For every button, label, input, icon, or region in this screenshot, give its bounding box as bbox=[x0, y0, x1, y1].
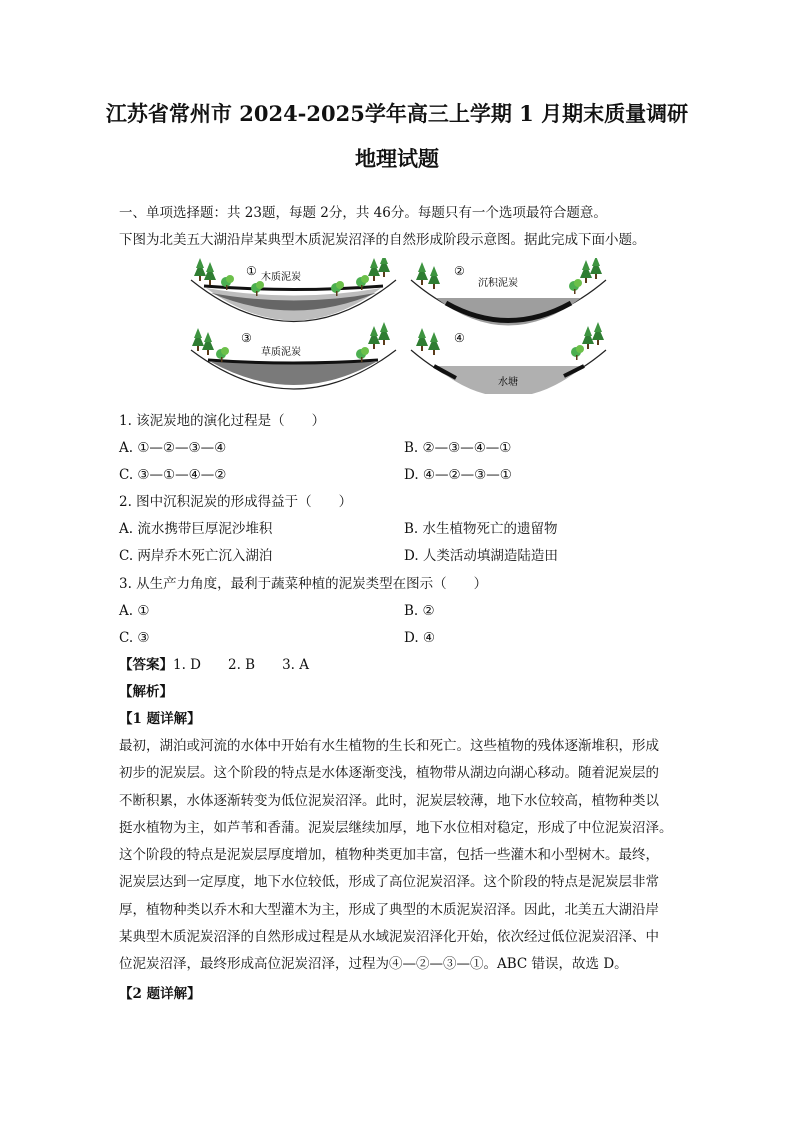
question-2-option-a: A. 流水携带巨厚泥沙堆积 bbox=[119, 521, 273, 537]
detail-2-label: 【2 题详解】 bbox=[119, 986, 201, 1002]
peat-formation-figure bbox=[186, 258, 616, 394]
question-1-stem: 1. 该泥炭地的演化过程是（ ） bbox=[119, 413, 326, 429]
panel-1-label: 木质泥炭 bbox=[261, 272, 301, 283]
question-3-option-a: A. ① bbox=[119, 603, 150, 619]
question-1-option-c: C. ③—①—④—② bbox=[119, 467, 227, 483]
detail-1-line: 不断积累，水体逐渐转变为低位泥炭沼泽。此时，泥炭层较薄，地下水位较高，植物种类以 bbox=[119, 792, 659, 809]
question-3-option-b: B. ② bbox=[404, 603, 435, 619]
panel-2 bbox=[411, 258, 606, 326]
question-3-stem: 3. 从生产力角度，最利于蔬菜种植的泥炭类型在图示（ ） bbox=[119, 576, 488, 592]
analysis-label: 【解析】 bbox=[119, 684, 173, 700]
panel-3-label: 草质泥炭 bbox=[261, 347, 301, 358]
panel-1-number: ① bbox=[246, 264, 257, 278]
detail-1-label: 【1 题详解】 bbox=[119, 711, 201, 727]
question-3-option-c: C. ③ bbox=[119, 630, 150, 646]
detail-1-line: 厚，植物种类以乔木和大型灌木为主，形成了典型的木质泥炭沼泽。因此，北美五大湖沿岸 bbox=[119, 901, 659, 918]
answer-values: 1. D 2. B 3. A bbox=[173, 657, 310, 673]
document-title-line2: 地理试题 bbox=[355, 146, 439, 171]
question-1-option-a: A. ①—②—③—④ bbox=[119, 440, 227, 456]
panel-1 bbox=[191, 258, 396, 322]
answer-line bbox=[119, 656, 309, 674]
question-3-option-d: D. ④ bbox=[404, 630, 436, 646]
panel-4-number: ④ bbox=[454, 331, 465, 345]
document-title-line1: 江苏省常州市 2024-2025学年高三上学期 1 月期末质量调研 bbox=[105, 101, 689, 126]
panel-4-label: 水塘 bbox=[498, 377, 518, 388]
detail-1-line: 最初，湖泊或河流的水体中开始有水生植物的生长和死亡。这些植物的残体逐渐堆积，形成 bbox=[119, 738, 659, 754]
question-2-option-d: D. 人类活动填湖造陆造田 bbox=[404, 548, 558, 564]
question-1-option-d: D. ④—②—③—① bbox=[404, 467, 512, 483]
detail-1-line: 初步的泥炭层。这个阶段的特点是水体逐渐变浅，植物带从湖边向湖心移动。随着泥炭层的 bbox=[119, 765, 659, 782]
question-intro: 下图为北美五大湖沿岸某典型木质泥炭沼泽的自然形成阶段示意图。据此完成下面小题。 bbox=[119, 232, 646, 248]
panel-3 bbox=[191, 322, 396, 389]
detail-1-paragraph bbox=[119, 733, 679, 979]
detail-1-line: 位泥炭沼泽，最终形成高位泥炭沼泽，过程为④—②—③—①。ABC 错误，故选 D。 bbox=[119, 956, 628, 973]
detail-1-line: 这个阶段的特点是泥炭层厚度增加，植物种类更加丰富，包括一些灌木和小型树木。最终， bbox=[119, 847, 659, 864]
panel-2-number: ② bbox=[454, 264, 465, 278]
section-heading: 一、单项选择题：共 23题，每题 2分，共 46分。每题只有一个选项最符合题意。 bbox=[119, 205, 607, 221]
detail-1-line: 某典型木质泥炭沼泽的自然形成过程是从水域泥炭沼泽化开始，依次经过低位泥炭沼泽、中 bbox=[119, 929, 659, 946]
question-2-option-b: B. 水生植物死亡的遗留物 bbox=[404, 521, 558, 537]
answer-label: 【答案】 bbox=[119, 657, 173, 673]
question-1-option-b: B. ②—③—④—① bbox=[404, 440, 512, 456]
panel-2-label: 沉积泥炭 bbox=[478, 278, 518, 289]
detail-1-line: 挺水植物为主，如芦苇和香蒲。泥炭层继续加厚，地下水位相对稳定，形成了中位泥炭沼泽。 bbox=[119, 819, 673, 836]
detail-1-line: 泥炭层达到一定厚度，地下水位较低，形成了高位泥炭沼泽。这个阶段的特点是泥炭层非常 bbox=[119, 874, 659, 891]
panel-3-number: ③ bbox=[241, 331, 252, 345]
question-2-stem: 2. 图中沉积泥炭的形成得益于（ ） bbox=[119, 494, 353, 510]
panel-4 bbox=[411, 322, 606, 394]
question-2-option-c: C. 两岸乔木死亡沉入湖泊 bbox=[119, 548, 273, 564]
